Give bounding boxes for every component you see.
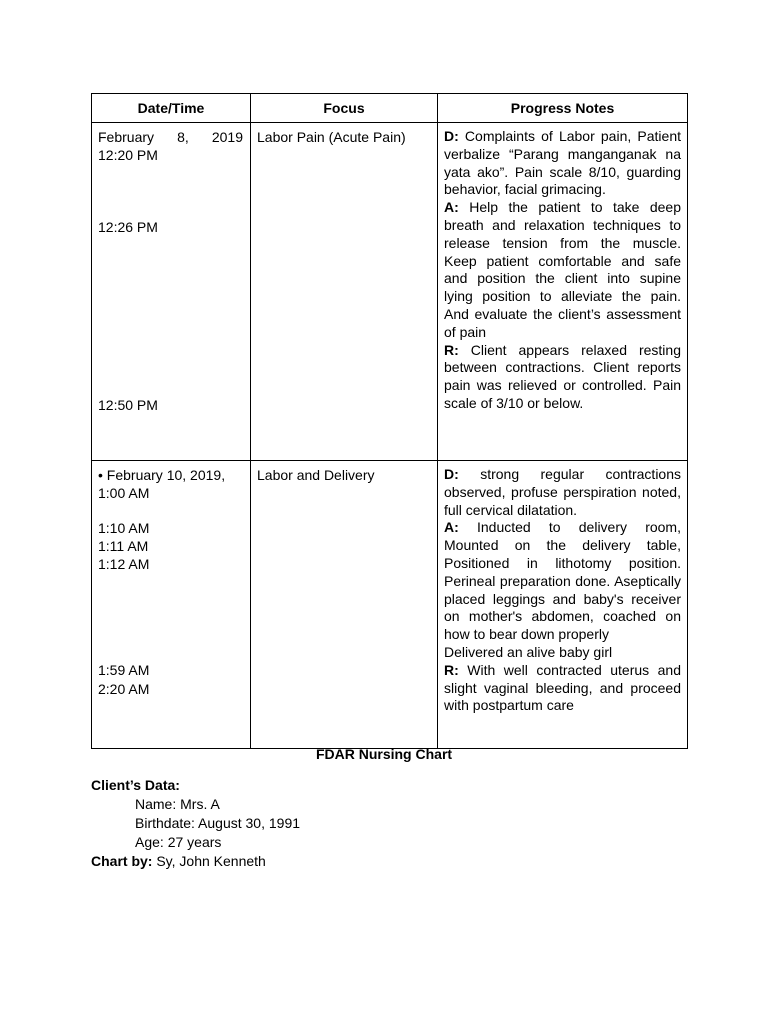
date-day: 8, — [177, 129, 189, 145]
time-entry: 1:11 AM — [98, 538, 149, 554]
progress-notes-cell — [438, 461, 688, 749]
note-data — [444, 466, 681, 519]
client-data-heading: Client’s Data: — [91, 777, 180, 793]
note-response — [444, 662, 681, 715]
time-entry: 1:12 AM — [98, 556, 150, 572]
progress-notes — [444, 128, 681, 413]
client-age: Age: 27 years — [135, 834, 222, 850]
table-row — [92, 461, 688, 749]
note-response — [444, 342, 681, 413]
chart-title: FDAR Nursing Chart — [315, 746, 453, 762]
date-line — [98, 128, 243, 146]
note-tag: R: — [444, 341, 459, 358]
focus-cell — [251, 123, 438, 461]
note-text: With well contracted uterus and slight vaginal bleeding, and proceed with postpartum care — [444, 661, 681, 714]
progress-notes-cell — [438, 123, 688, 461]
note-tag: D: — [444, 466, 459, 482]
note-action — [444, 199, 681, 341]
table-row — [92, 123, 688, 461]
focus-cell — [251, 461, 438, 749]
date-month: February — [98, 129, 155, 145]
note-text: Help the patient to take deep breath and relaxation techniques to release tension from the muscle. Keep patient comfortable and safe and position the client into supine lying position to alleviate the pain. And evaluate the client’s assessment of pain — [444, 199, 681, 340]
focus-text: Labor and Delivery — [257, 467, 375, 483]
note-text: Inducted to delivery room, Mounted on the delivery table, Positioned in lithotomy position. Perineal preparation done. Aseptically placed leggings and baby's receiver on mother's abdomen, coached on how to bear down properly — [444, 519, 681, 643]
time-entry: 2:20 AM — [98, 681, 150, 697]
date-year: 2019 — [211, 129, 243, 145]
time-entry: 1:00 AM — [98, 485, 150, 501]
note-text: Complaints of Labor pain, Patient verbalize “Parang manganganak na yata ako”. Pain scale 8/10, guarding behavior, facial grimacing. — [444, 128, 681, 198]
note-text: Client appears relaxed resting between contractions. Client reports pain was relieved or controlled. Pain scale of 3/10 or below. — [444, 341, 681, 411]
note-tag: R: — [444, 661, 459, 678]
client-birthdate: Birthdate: August 30, 1991 — [135, 815, 301, 831]
progress-notes — [444, 466, 681, 715]
date-time-cell — [92, 123, 251, 461]
focus-text: Labor Pain (Acute Pain) — [257, 129, 406, 145]
note-tag: D: — [444, 128, 459, 144]
fdar-table — [91, 93, 688, 749]
time-entry: 12:20 PM — [98, 147, 158, 163]
note-tag: A: — [444, 519, 459, 536]
date-line: • February 10, 2019, — [98, 467, 226, 483]
table-header-row — [92, 94, 688, 123]
client-name: Name: Mrs. A — [135, 796, 220, 812]
time-entry: 12:26 PM — [98, 219, 158, 235]
header-focus: Focus — [251, 94, 438, 123]
time-entry: 1:10 AM — [98, 520, 150, 536]
note-tag: A: — [444, 199, 459, 216]
note-data — [444, 128, 681, 199]
note-delivery — [444, 644, 681, 662]
chart-by — [91, 852, 266, 871]
date-time-cell — [92, 461, 251, 749]
time-entry: 12:50 PM — [98, 397, 158, 413]
chart-by-label: Chart by: — [91, 853, 153, 869]
header-progress-notes: Progress Notes — [438, 94, 688, 123]
note-text: Delivered an alive baby girl — [444, 643, 613, 660]
time-entry: 1:59 AM — [98, 662, 150, 678]
header-date-time: Date/Time — [92, 94, 251, 123]
note-text: strong regular contractions observed, profuse perspiration noted, full cervical dilatation. — [444, 466, 681, 518]
note-action — [444, 519, 681, 644]
chart-by-value: Sy, John Kenneth — [152, 853, 266, 869]
